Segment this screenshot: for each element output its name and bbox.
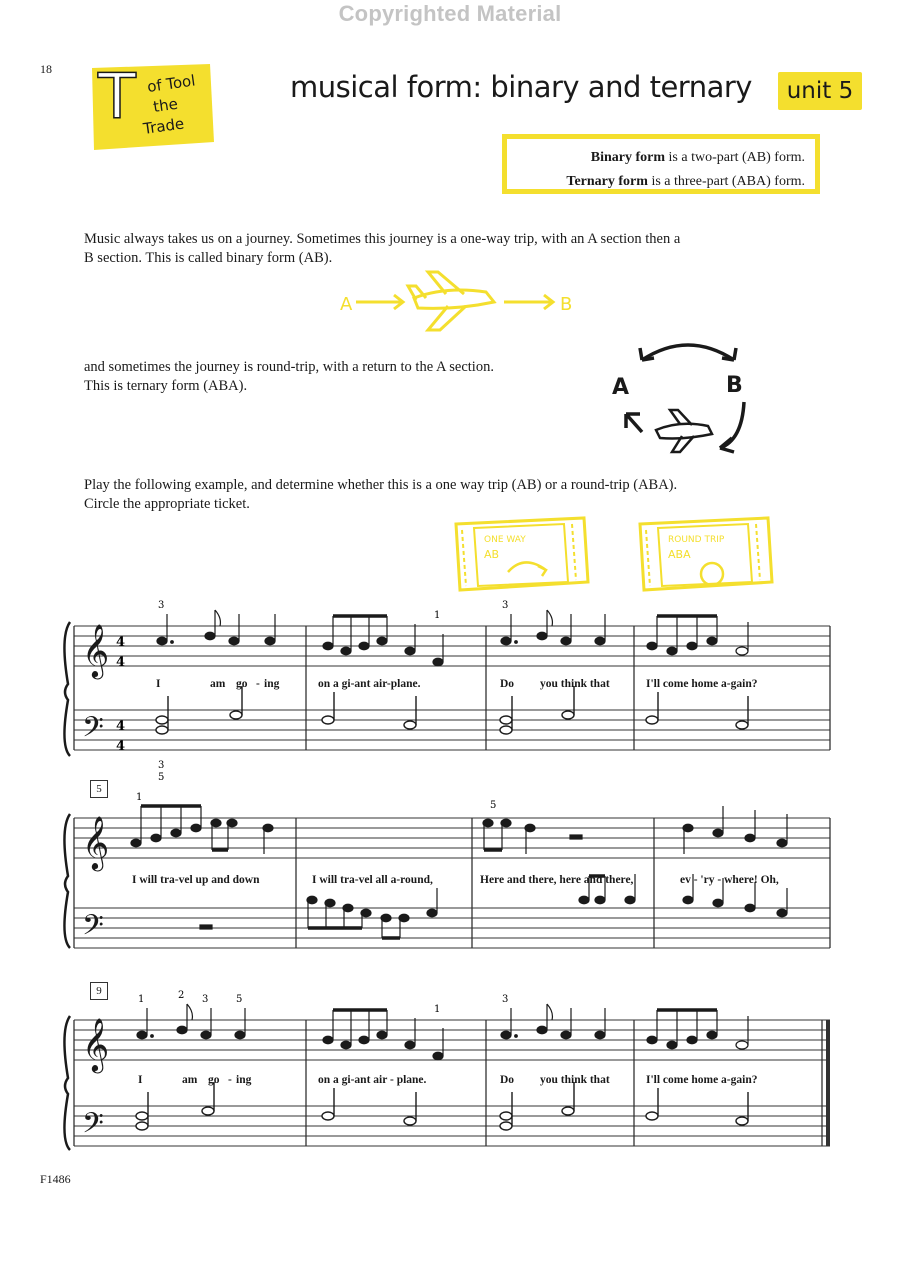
lyric: Here and there, here and there, — [480, 874, 634, 886]
svg-text:Trade: Trade — [142, 114, 186, 138]
tool-of-the-trade-logo — [86, 58, 216, 154]
instruction-paragraph: Play the following example, and determine whether this is a one way trip (AB) or a round-trip (ABA). Circle the appropriate ticket. — [84, 477, 678, 512]
fingering: 3 — [502, 994, 509, 1005]
fingering: 3 — [202, 994, 209, 1005]
lyric: I — [156, 678, 161, 690]
ticket-round-trip-title: ROUND TRIP — [668, 535, 725, 545]
score-system-2-graphic — [60, 788, 840, 958]
treble-clef-icon: 𝄞 — [82, 623, 110, 677]
fingering: 1 — [434, 1004, 441, 1015]
one-way-diagram — [336, 268, 586, 338]
lyric: - — [256, 678, 260, 690]
treble-clef-icon: 𝄞 — [82, 815, 110, 869]
round-label-a: A — [612, 375, 630, 400]
treble-notes-measure-1 — [157, 610, 275, 645]
bass-clef-icon: 𝄢 — [82, 909, 104, 949]
diagram-label-b: B — [560, 294, 573, 315]
lyric: you think that — [540, 678, 610, 690]
lyric: I'll come home a-gain? — [646, 1074, 758, 1086]
measure-number: 9 — [90, 982, 108, 1000]
fingering: 1 — [136, 792, 143, 803]
fingering: 1 — [138, 994, 145, 1005]
time-signature-bottom: 4 — [116, 719, 126, 734]
round-label-b: B — [726, 373, 743, 398]
treble-notes-measure-3 — [501, 610, 605, 645]
lyric: ing — [264, 678, 280, 690]
svg-text:of Tool: of Tool — [146, 71, 197, 96]
lyric: am — [210, 678, 226, 690]
page-number: 18 — [40, 62, 52, 76]
lyric: I will tra-vel up and down — [132, 874, 260, 886]
copyright-watermark: Copyrighted Material — [338, 1, 562, 26]
ticket-round-trip[interactable] — [636, 516, 776, 601]
svg-text:the: the — [152, 94, 179, 116]
definition-box — [502, 134, 820, 194]
treble-notes-measure-9 — [137, 1004, 245, 1039]
treble-notes-measure-8 — [683, 806, 787, 854]
ticket-one-way[interactable] — [452, 516, 592, 601]
lyric: ing — [236, 1074, 252, 1086]
time-signature-top: 4 — [116, 655, 126, 670]
lyric: go — [208, 1074, 220, 1086]
music-system-2 — [60, 788, 840, 958]
treble-notes-measure-7 — [483, 819, 582, 854]
fingering: 2 — [178, 990, 185, 1001]
lyric: ev - 'ry - where! Oh, — [680, 874, 779, 886]
svg-text:T: T — [98, 60, 136, 133]
intro-paragraph: Music always takes us on a journey. Sometimes this journey is a one-way trip, with an A section then a B section. This is called binary form (AB). — [84, 231, 681, 266]
lyric: on a gi-ant air-plane. — [318, 678, 421, 690]
measure-number: 5 — [90, 780, 108, 798]
lyric: I'll come home a-gain? — [646, 678, 758, 690]
ticket-one-way-form: AB — [484, 548, 500, 561]
lyric: Do — [500, 1074, 515, 1086]
lyric: go — [236, 678, 248, 690]
treble-notes-measure-2 — [323, 616, 443, 666]
fingering: 5 — [158, 772, 165, 783]
fingering: 1 — [434, 610, 441, 621]
lyric: I will tra-vel all a-round, — [312, 874, 433, 886]
round-trip-paragraph: and sometimes the journey is round-trip, with a return to the A section. This is ternary form (ABA). — [84, 359, 494, 394]
lyric: I — [138, 1074, 143, 1086]
fingering: 5 — [236, 994, 243, 1005]
ternary-definition: Ternary form is a three-part (ABA) form. — [566, 174, 805, 189]
lyric: Do — [500, 678, 515, 690]
round-trip-diagram — [608, 330, 768, 462]
page-title: musical form: binary and ternary — [290, 70, 752, 104]
ticket-one-way-title: ONE WAY — [484, 535, 526, 545]
airplane-icon — [656, 410, 712, 452]
time-signature-bottom: 4 — [116, 739, 126, 754]
treble-notes-measure-11 — [501, 1004, 605, 1039]
unit-badge: unit 5 — [778, 72, 862, 110]
treble-notes-measure-10 — [323, 1010, 443, 1060]
ticket-round-trip-form: ABA — [668, 548, 691, 561]
fingering: 5 — [490, 800, 497, 811]
lyric: am — [182, 1074, 198, 1086]
fingering: 3 — [158, 600, 165, 611]
treble-clef-icon: 𝄞 — [82, 1017, 110, 1071]
bass-clef-icon: 𝄢 — [82, 711, 104, 751]
fingering: 3 — [158, 760, 165, 771]
music-system-3 — [60, 990, 840, 1160]
diagram-label-a: A — [340, 294, 353, 315]
lyric: on a gi-ant air - plane. — [318, 1074, 427, 1086]
lyric: you think that — [540, 1074, 610, 1086]
fingering: 3 — [502, 600, 509, 611]
lyric: - — [228, 1074, 232, 1086]
bass-clef-icon: 𝄢 — [82, 1107, 104, 1147]
binary-definition: Binary form is a two-part (AB) form. — [590, 150, 805, 165]
treble-notes-measure-5 — [131, 806, 273, 854]
music-system-1 — [60, 596, 840, 796]
airplane-icon — [408, 272, 494, 330]
catalog-code: F1486 — [40, 1172, 71, 1186]
time-signature-top: 4 — [116, 635, 126, 650]
score-system-1-graphic — [60, 596, 840, 796]
